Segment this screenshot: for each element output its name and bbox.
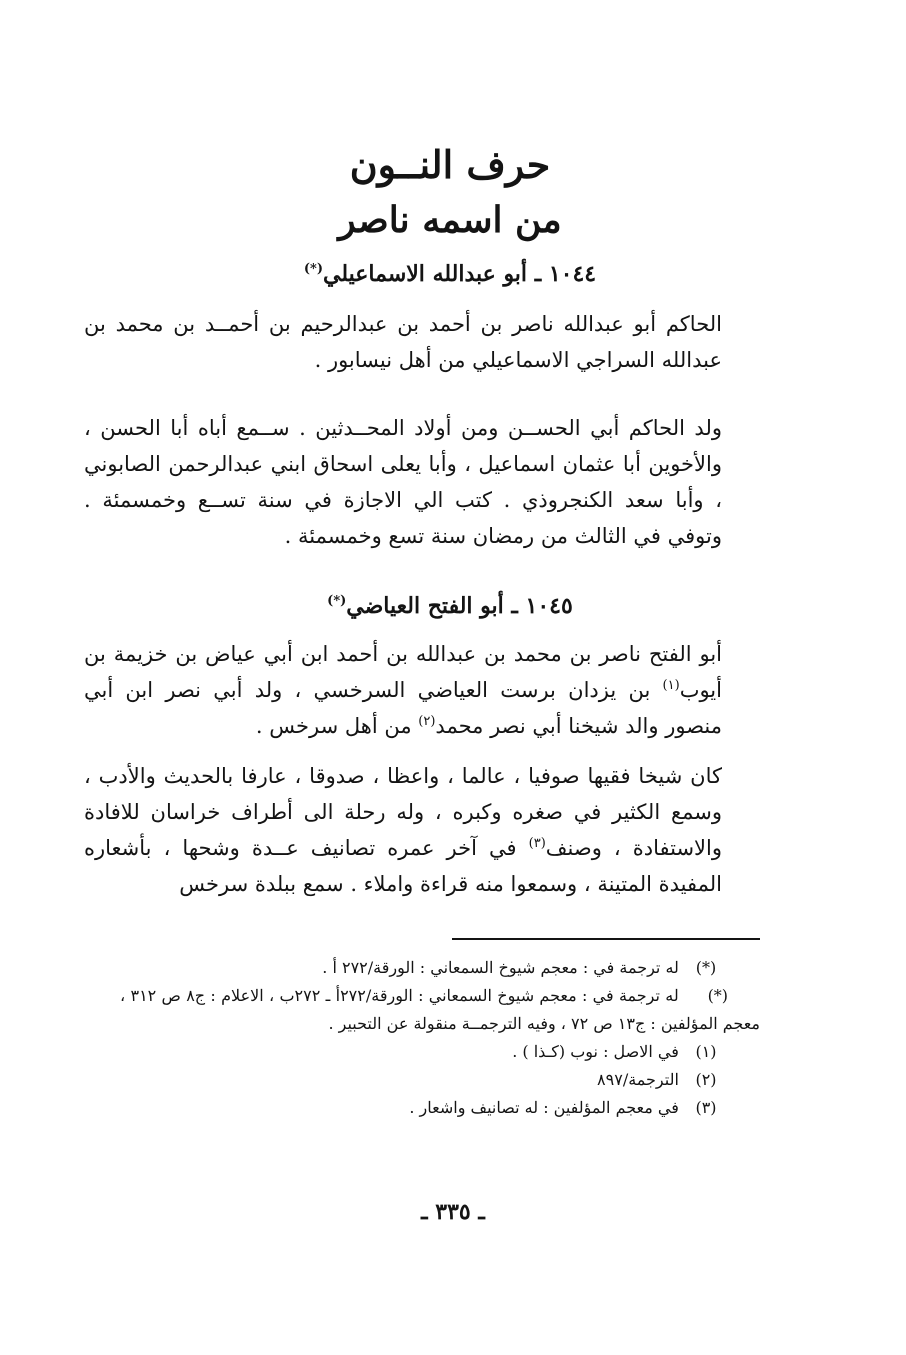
chapter-title: حرف النــون <box>349 142 551 187</box>
paragraph-text: في آخر عمره تصانيف عــدة وشحها ، بأشعاره المفيدة المتينة ، وسمعوا منه قراءة واملاء . سمع ببلدة سرخس <box>84 836 722 896</box>
footnote-ref: (٣) <box>528 836 546 851</box>
footnote-text: في الاصل : نوب (كـذا ) . <box>512 1042 679 1061</box>
footnote <box>120 1038 760 1066</box>
footnote-text: في معجم المؤلفين : له تصانيف واشعار . <box>409 1098 679 1117</box>
footnote-mark: (*) <box>695 958 717 977</box>
footnote <box>120 1094 760 1122</box>
footnote <box>120 954 760 982</box>
paragraph-text: كان شيخا فقيها صوفيا ، عالما ، واعظا ، صدوقا ، عارفا بالحديث والأدب ، وسمع الكثير في صغره وكبره ، وله رحلة الى أطراف خراسان للافادة والاستفادة ، وصنف <box>84 764 722 860</box>
paragraph-text: أبو الفتح ناصر بن محمد بن عبدالله بن أحمد ابن أبي عياض بن خزيمة بن أيوب <box>84 642 722 702</box>
footnote-ref: (٢) <box>418 714 436 729</box>
footnote-mark: (*) <box>303 261 324 277</box>
paragraph-text: من أهل سرخس . <box>255 714 419 738</box>
footnote-mark: (*) <box>327 593 347 609</box>
footnote <box>120 982 760 1038</box>
paragraph-text: بن يزدان برست العياضي السرخسي ، ولد أبي نصر ابن أبي منصور والد شيخنا أبي نصر محمد <box>84 678 722 738</box>
section-title: من اسمه ناصر <box>338 199 562 241</box>
entry-heading-text: ١٠٤٥ ـ أبو الفتح العياضي <box>346 593 573 619</box>
page-number: ـ ٣٣٥ ـ <box>421 1199 485 1225</box>
entry-paragraph <box>84 758 758 902</box>
footnote-divider <box>452 938 760 940</box>
footnote-mark: (٢) <box>695 1070 717 1089</box>
entry-paragraph: الحاكم أبو عبدالله ناصر بن أحمد بن عبدالرحيم بن أحمــد بن محمد بن عبدالله السراجي الاسماعيلي من أهل نيسابور . <box>84 312 722 372</box>
entry-heading <box>90 258 810 290</box>
footnote-text: الترجمة/٨٩٧ <box>597 1070 679 1089</box>
entry-heading-text: ١٠٤٤ ـ أبو عبدالله الاسماعيلي <box>323 261 597 287</box>
entry-paragraph <box>84 636 758 744</box>
footnote-mark: (٣) <box>695 1098 717 1117</box>
footnote <box>120 1066 760 1094</box>
entry-paragraph: ولد الحاكم أبي الحســن ومن أولاد المحــدثين . ســمع أباه أبا الحسن ، والأخوين أبا عثمان اسماعيل ، وأبا يعلى اسحاق ابني عبدالرحمن الصابوني ، وأبا سعد الكنجروذي . كتب الي الاجازة في سنة تســع وخمسمئة . وتوفي في الثالث من رمضان سنة تسع وخمسمئة . <box>84 416 722 548</box>
footnotes <box>120 954 760 1122</box>
footnote-text: له ترجمة في : معجم شيوخ السمعاني : الورقة/٢٧٢أ ـ ٢٧٢ب ، الاعلام : ج٨ ص ٣١٢ ، معجم المؤلفين : ج١٣ ص ٧٢ ، وفيه الترجمــة منقولة عن التحبير . <box>120 986 760 1033</box>
footnote-mark: (*) <box>707 986 729 1005</box>
footnote-text: له ترجمة في : معجم شيوخ السمعاني : الورقة/٢٧٢ أ . <box>322 958 679 977</box>
entry-heading <box>90 590 810 622</box>
footnote-mark: (١) <box>695 1042 717 1061</box>
footnote-ref: (١) <box>662 678 680 693</box>
